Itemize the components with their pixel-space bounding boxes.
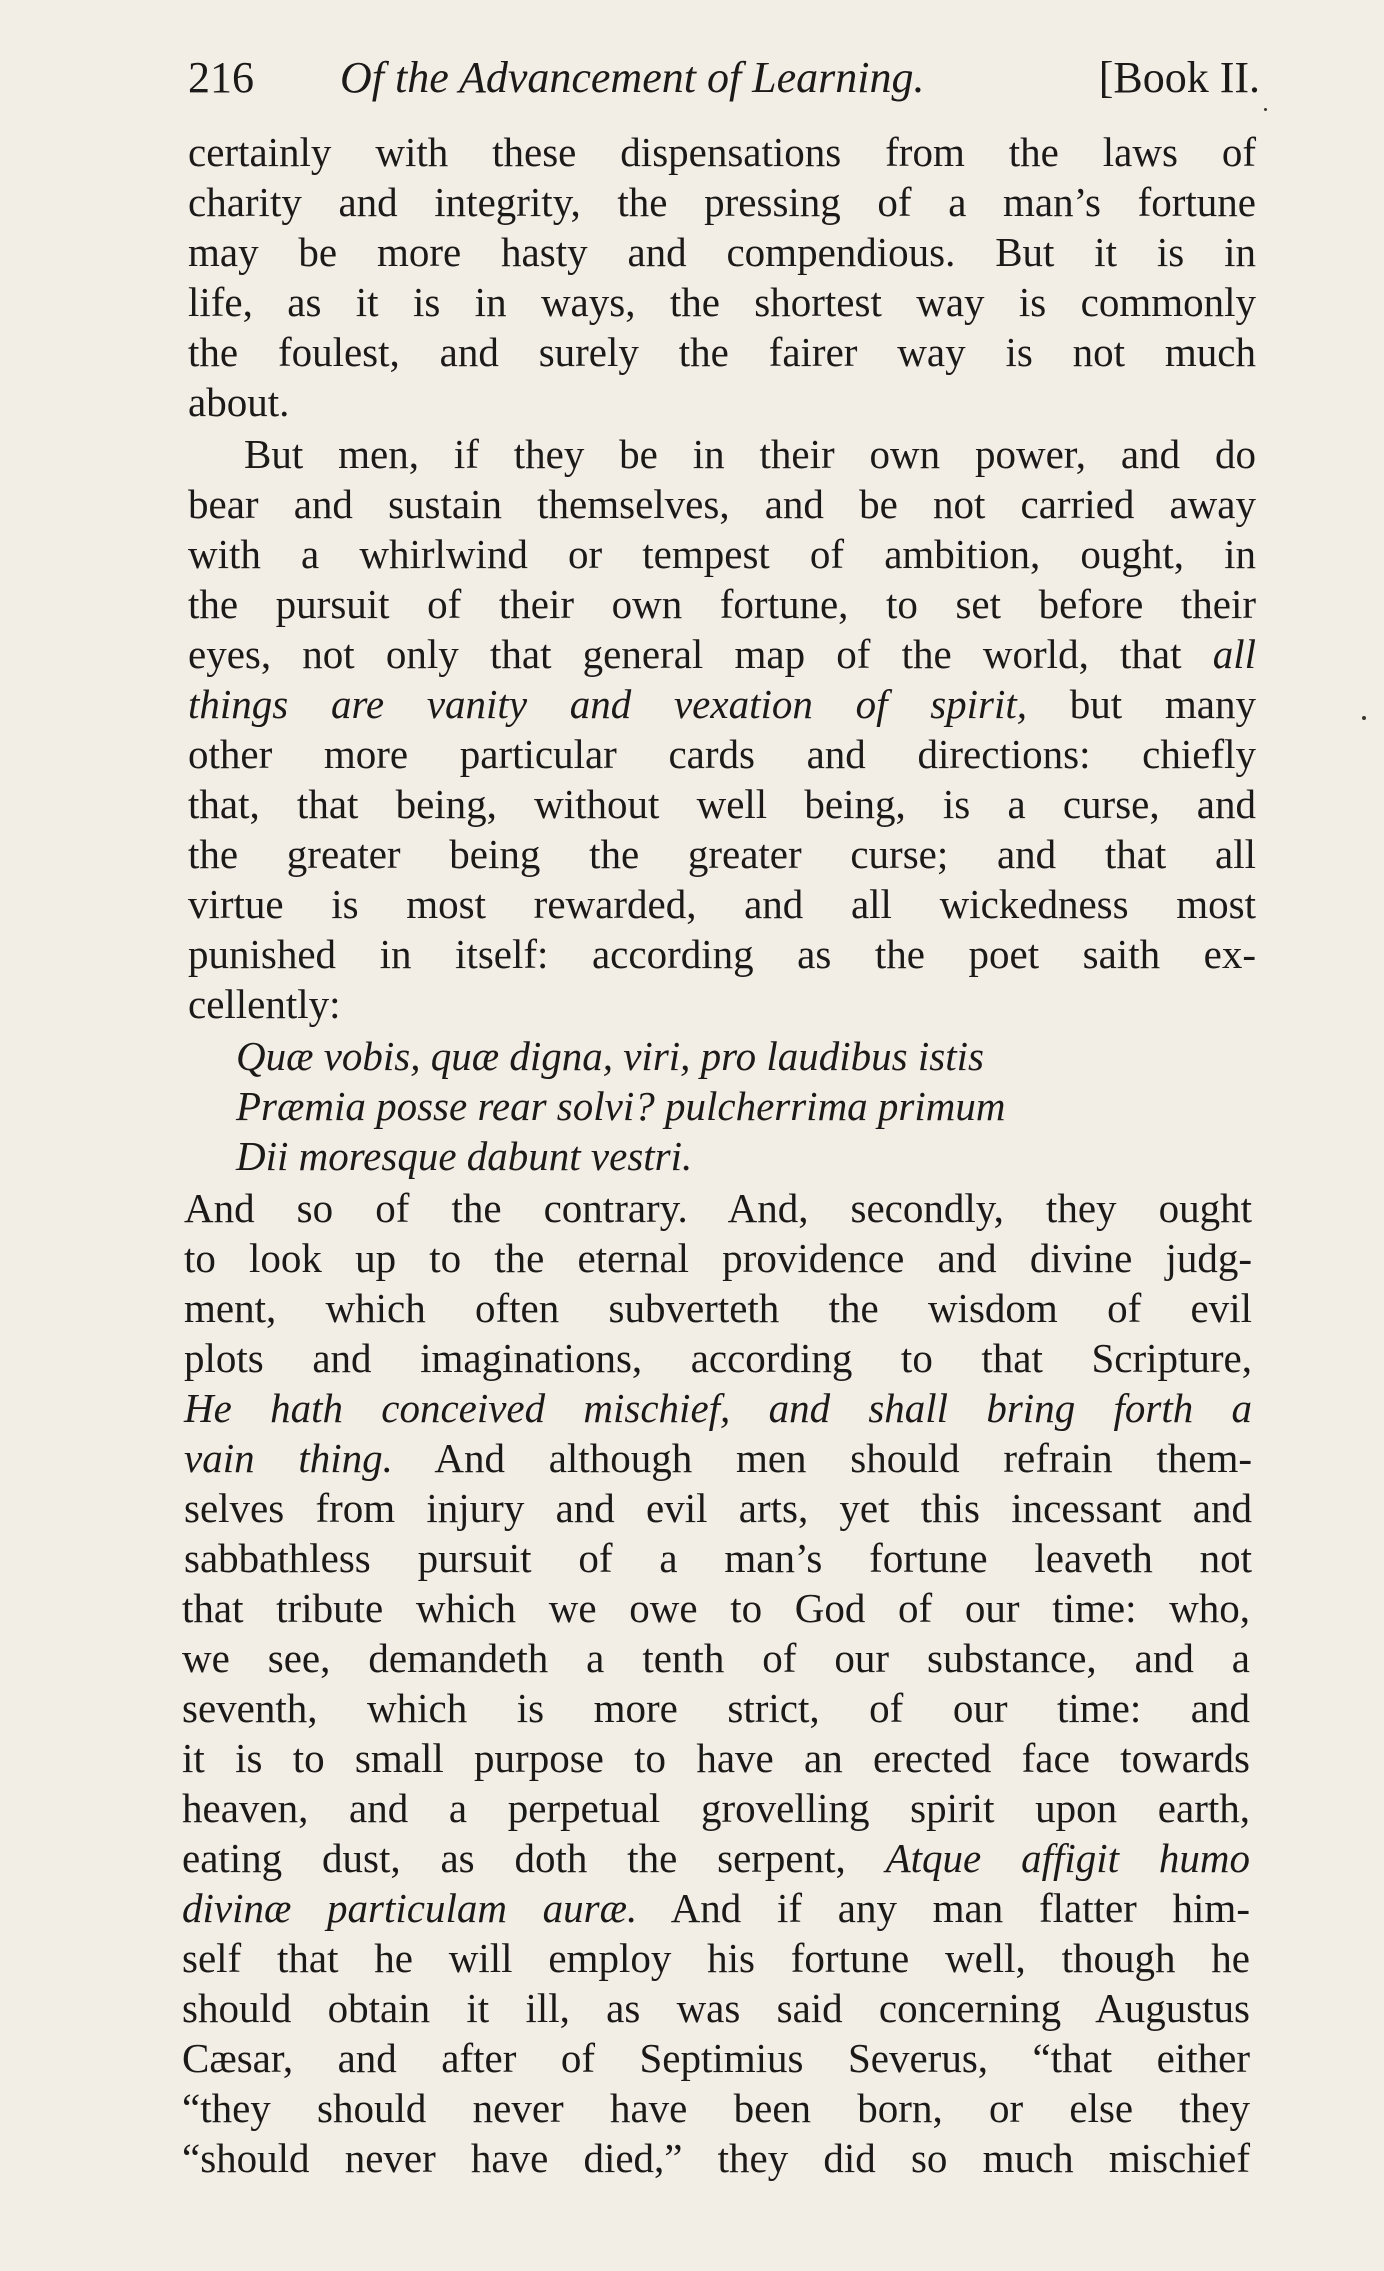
verse-line: Quæ vobis, quæ digna, viri, pro laudibus istis: [236, 1033, 984, 1079]
text-line: about.: [188, 379, 290, 425]
text-line: “they should never have been born, or else they: [182, 2085, 1250, 2131]
paragraph-start-line: But men, if they be in their own power, and do: [244, 431, 1256, 477]
italic-segment: vain thing.: [184, 1435, 393, 1481]
text-line: life, as it is in ways, the shortest way is commonly: [188, 279, 1256, 325]
page-number: 216: [188, 53, 254, 102]
text-line: And so of the contrary. And, secondly, they ought: [184, 1185, 1252, 1231]
text-line: cellently:: [188, 981, 341, 1027]
text-segment: eating dust, as doth the serpent,: [182, 1835, 846, 1881]
text-line: [184, 1433, 1252, 1483]
text-line: [182, 1833, 1250, 1883]
italic-segment: all: [1212, 631, 1257, 677]
italic-segment: Atque affigit humo: [885, 1835, 1250, 1881]
text-line: with a whirlwind or tempest of ambition, ought, in: [188, 531, 1256, 577]
paper-speck: [1362, 716, 1366, 720]
text-line: the pursuit of their own fortune, to set before their: [188, 581, 1256, 627]
text-line: [188, 629, 1256, 679]
text-line: the greater being the greater curse; and that all: [188, 831, 1256, 877]
text-line: heaven, and a perpetual grovelling spirit upon earth,: [182, 1785, 1250, 1831]
text-line: may be more hasty and compendious. But it is in: [188, 229, 1256, 275]
text-line: [188, 679, 1256, 729]
verse-line: Præmia posse rear solvi? pulcherrima primum: [236, 1083, 1006, 1129]
book-marker: [Book II.: [1098, 53, 1260, 102]
text-line: charity and integrity, the pressing of a man’s fortune: [188, 179, 1256, 225]
text-segment: And although men should refrain them-: [434, 1435, 1252, 1481]
text-line: seventh, which is more strict, of our time: and: [182, 1685, 1250, 1731]
text-line: that tribute which we owe to God of our time: who,: [182, 1585, 1250, 1631]
verse-line: Dii moresque dabunt vestri.: [236, 1133, 693, 1179]
text-line: ment, which often subverteth the wisdom of evil: [184, 1285, 1252, 1331]
text-line: to look up to the eternal providence and divine judg-: [184, 1235, 1252, 1281]
italic-segment: divinæ particulam auræ.: [182, 1885, 638, 1931]
text-segment: And if any man flatter him-: [670, 1885, 1250, 1931]
text-line: that, that being, without well being, is a curse, and: [188, 781, 1256, 827]
text-line: plots and imaginations, according to that Scripture,: [184, 1335, 1252, 1381]
text-segment: but many: [1069, 681, 1256, 727]
text-line: [182, 1883, 1250, 1933]
text-line: virtue is most rewarded, and all wickedness most: [188, 881, 1256, 927]
text-line: bear and sustain themselves, and be not carried away: [188, 481, 1256, 527]
text-line: should obtain it ill, as was said concerning Augustus: [182, 1985, 1250, 2031]
text-line: Cæsar, and after of Septimius Severus, “that either: [182, 2035, 1250, 2081]
text-line: the foulest, and surely the fairer way is not much: [188, 329, 1256, 375]
text-line: other more particular cards and directions: chiefly: [188, 731, 1256, 777]
running-title: Of the Advancement of Learning.: [340, 53, 925, 102]
italic-segment: things are vanity and vexation of spirit,: [188, 681, 1028, 727]
text-segment: eyes, not only that general map of the world, that: [188, 631, 1182, 677]
paper-speck: [1264, 108, 1267, 111]
italic-line: He hath conceived mischief, and shall bring forth a: [184, 1385, 1252, 1431]
text-line: “should never have died,” they did so much mischief: [182, 2135, 1250, 2181]
text-line: sabbathless pursuit of a man’s fortune leaveth not: [184, 1535, 1252, 1581]
text-line: we see, demandeth a tenth of our substance, and a: [182, 1635, 1250, 1681]
text-line: it is to small purpose to have an erected face towards: [182, 1735, 1250, 1781]
text-line: certainly with these dispensations from the laws of: [188, 129, 1256, 175]
text-line: punished in itself: according as the poet saith ex-: [188, 931, 1256, 977]
page-header: [188, 48, 1260, 108]
text-line: selves from injury and evil arts, yet this incessant and: [184, 1485, 1252, 1531]
text-line: self that he will employ his fortune well, though he: [182, 1935, 1250, 1981]
